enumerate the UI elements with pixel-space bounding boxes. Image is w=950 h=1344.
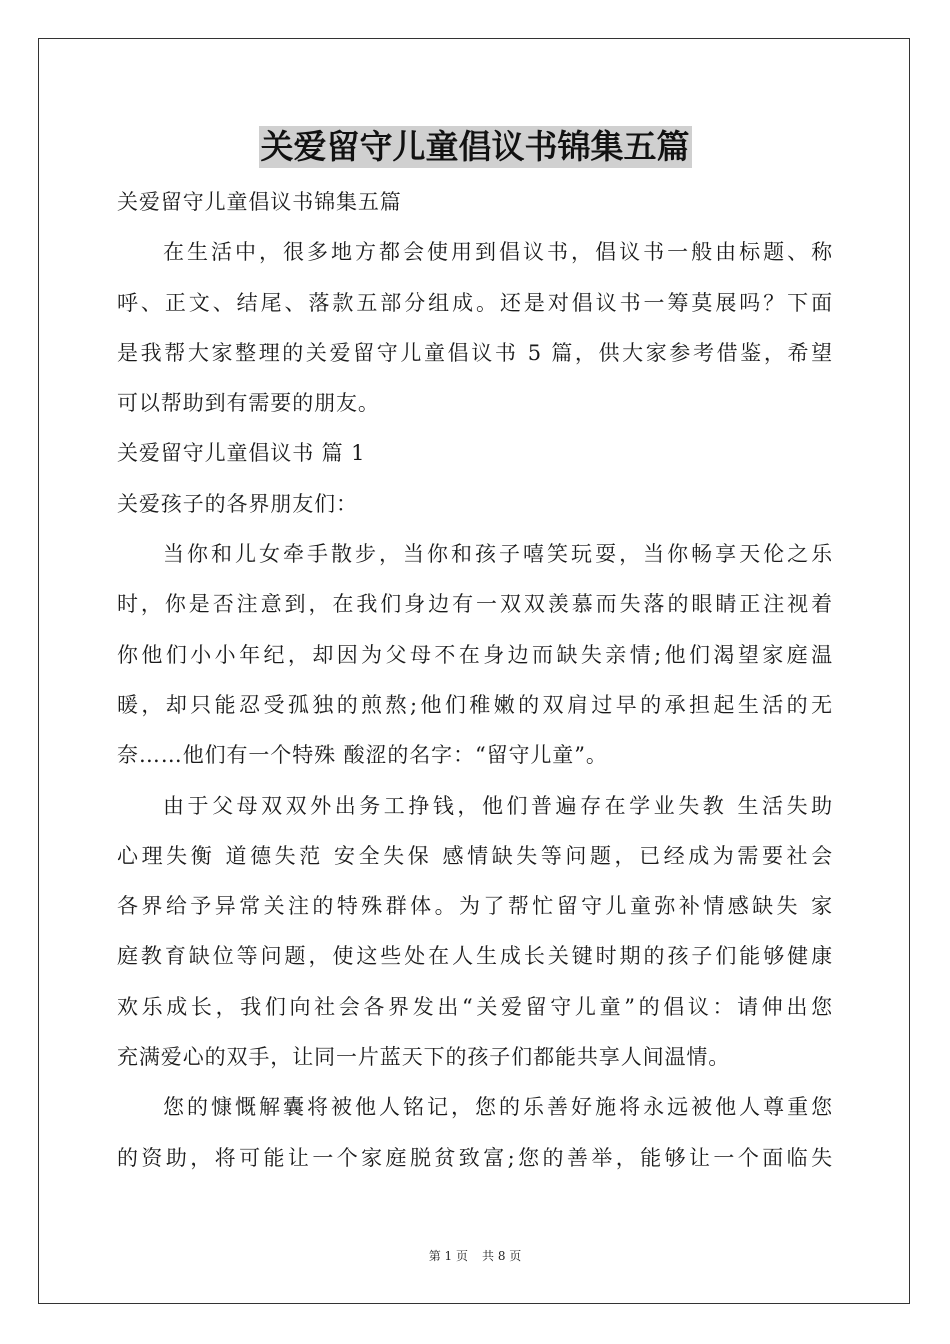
document-body [117,177,833,1183]
text-line: 时，你是否注意到，在我们身边有一双双羡慕而失落的眼睛正注视着 [117,592,833,617]
text-line: 可以帮助到有需要的朋友。 [117,391,380,416]
text-line: 是我帮大家整理的关爱留守儿童倡议书 5 篇，供大家参考借鉴，希望 [117,340,833,365]
text-line: 奈……他们有一个特殊 酸涩的名字：“留守儿童”。 [117,743,608,768]
text-line: 暖，却只能忍受孤独的煎熬;他们稚嫩的双肩过早的承担起生活的无 [117,692,833,717]
text-line: 关爱留守儿童倡议书锦集五篇 [117,190,402,214]
page-number: 第 1 页 [428,1249,468,1263]
text-line: 欢乐成长，我们向社会各界发出“关爱留守儿童”的倡议：请伸出您 [117,994,833,1019]
text-line: 庭教育缺位等问题，使这些处在人生成长关键时期的孩子们能够健康 [117,944,833,969]
page-footer [0,1247,950,1264]
text-line: 你他们小小年纪，却因为父母不在身边而缺失亲情;他们渴望家庭温 [117,642,833,667]
page-total: 共 8 页 [482,1249,522,1263]
text-line: 关爱孩子的各界朋友们： [117,491,358,516]
text-line: 呼、正文、结尾、落款五部分组成。还是对倡议书一筹莫展吗？下面 [117,290,833,315]
document-title: 关爱留守儿童倡议书锦集五篇 [260,127,690,166]
text-line: 心理失衡 道德失范 安全失保 感情缺失等问题，已经成为需要社会 [117,843,833,868]
text-line: 关爱留守儿童倡议书 篇 1 [117,441,366,466]
title-container [0,126,950,168]
text-line: 的资助，将可能让一个家庭脱贫致富;您的善举，能够让一个面临失 [117,1145,833,1170]
text-line: 由于父母双双外出务工挣钱，他们普遍存在学业失教 生活失助 [163,793,833,818]
text-line: 在生活中，很多地方都会使用到倡议书，倡议书一般由标题、称 [163,240,833,265]
text-line: 各界给予异常关注的特殊群体。为了帮忙留守儿童弥补情感缺失 家 [117,894,833,919]
text-line: 当你和儿女牵手散步，当你和孩子嘻笑玩耍，当你畅享天伦之乐 [163,542,833,567]
text-line: 充满爱心的双手，让同一片蓝天下的孩子们都能共享人间温情。 [117,1045,731,1070]
text-line: 您的慷慨解囊将被他人铭记，您的乐善好施将永远被他人尊重您 [163,1095,833,1120]
